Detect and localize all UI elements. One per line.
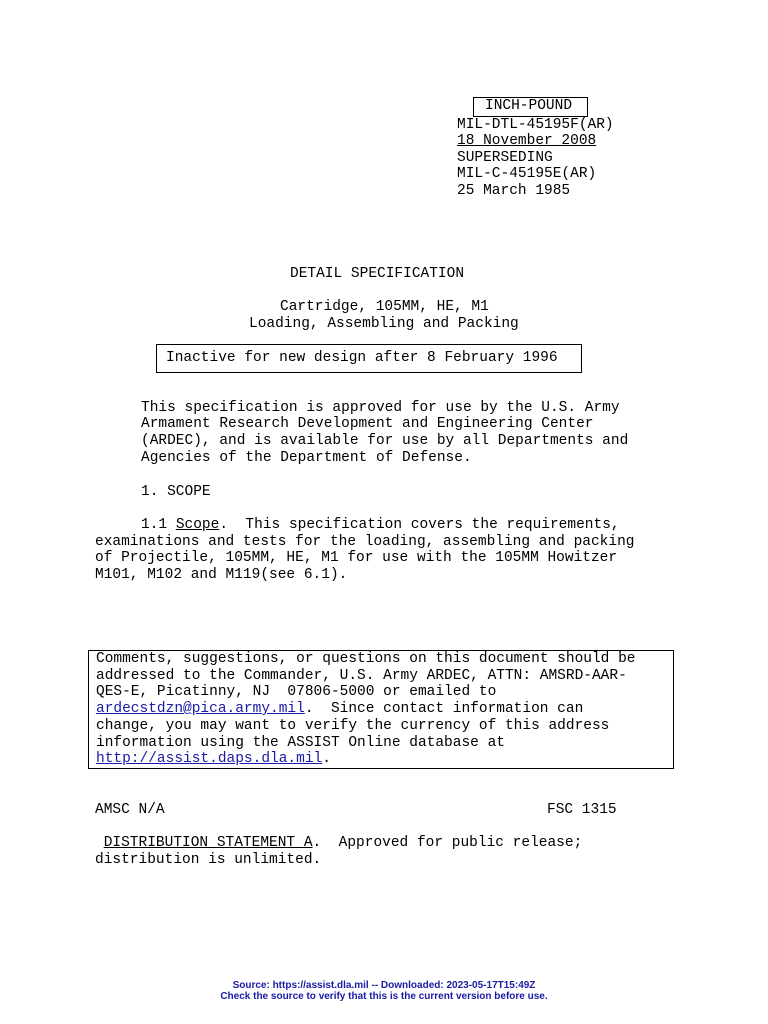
scope-line-2: examinations and tests for the loading, assembling and packing (95, 534, 635, 550)
comments-line-4-text: . Since contact information can (304, 701, 584, 717)
assist-url-link[interactable]: http://assist.daps.dla.mil (96, 751, 323, 767)
inactive-notice: Inactive for new design after 8 February 1996 (166, 350, 558, 366)
approval-line-3: (ARDEC), and is available for use by all Departments and (141, 433, 629, 449)
superseded-date: 25 March 1985 (457, 183, 571, 199)
distribution-text: . Approved for public release; (312, 835, 583, 851)
distribution-label: DISTRIBUTION STATEMENT A (103, 835, 313, 851)
source-footer-line-2: Check the source to verify that this is the current version before use. (220, 991, 548, 1002)
superseded-number: MIL-C-45195E(AR) (457, 166, 597, 182)
scope-line-4: M101, M102 and M119(see 6.1). (95, 567, 348, 583)
document-date: 18 November 2008 (457, 133, 597, 149)
comments-line-1: Comments, suggestions, or questions on this document should be (96, 651, 636, 667)
approval-line-1: This specification is approved for use by the U.S. Army (141, 400, 620, 416)
inch-pound-label: INCH-POUND (485, 98, 573, 114)
approval-line-2: Armament Research Development and Engineering Center (141, 416, 594, 432)
distribution-line-2: distribution is unlimited. (95, 852, 322, 868)
comments-line-2: addressed to the Commander, U.S. Army ARDEC, ATTN: AMSRD-AAR- (96, 668, 627, 684)
comments-line-7-text: . (322, 751, 331, 767)
amsc-code: AMSC N/A (95, 802, 165, 818)
fsc-code: FSC 1315 (547, 802, 617, 818)
distribution-line-1 (95, 835, 582, 852)
comments-line-6: information using the ASSIST Online database at (96, 735, 505, 751)
scope-text: . This specification covers the requirements, (219, 517, 620, 533)
email-link[interactable]: ardecstdzn@pica.army.mil (96, 701, 305, 717)
comments-line-7 (96, 751, 331, 768)
scope-line-3: of Projectile, 105MM, HE, M1 for use with the 105MM Howitzer (95, 550, 618, 566)
title-line-1: Cartridge, 105MM, HE, M1 (280, 299, 489, 315)
section-heading-scope: 1. SCOPE (141, 484, 211, 500)
comments-line-3: QES-E, Picatinny, NJ 07806-5000 or emailed to (96, 684, 497, 700)
comments-line-5: change, you may want to verify the currency of this address (96, 718, 610, 734)
scope-label: Scope (175, 517, 220, 533)
specification-type: DETAIL SPECIFICATION (290, 266, 465, 282)
document-number: MIL-DTL-45195F(AR) (457, 117, 614, 133)
comments-line-4 (96, 701, 583, 718)
scope-line-1 (141, 517, 620, 534)
scope-number: 1.1 (141, 517, 176, 533)
superseding-label: SUPERSEDING (457, 150, 553, 166)
approval-line-4: Agencies of the Department of Defense. (141, 450, 472, 466)
source-footer-line-1: Source: https://assist.dla.mil -- Downloaded: 2023-05-17T15:49Z (232, 980, 536, 991)
title-line-2: Loading, Assembling and Packing (249, 316, 519, 332)
